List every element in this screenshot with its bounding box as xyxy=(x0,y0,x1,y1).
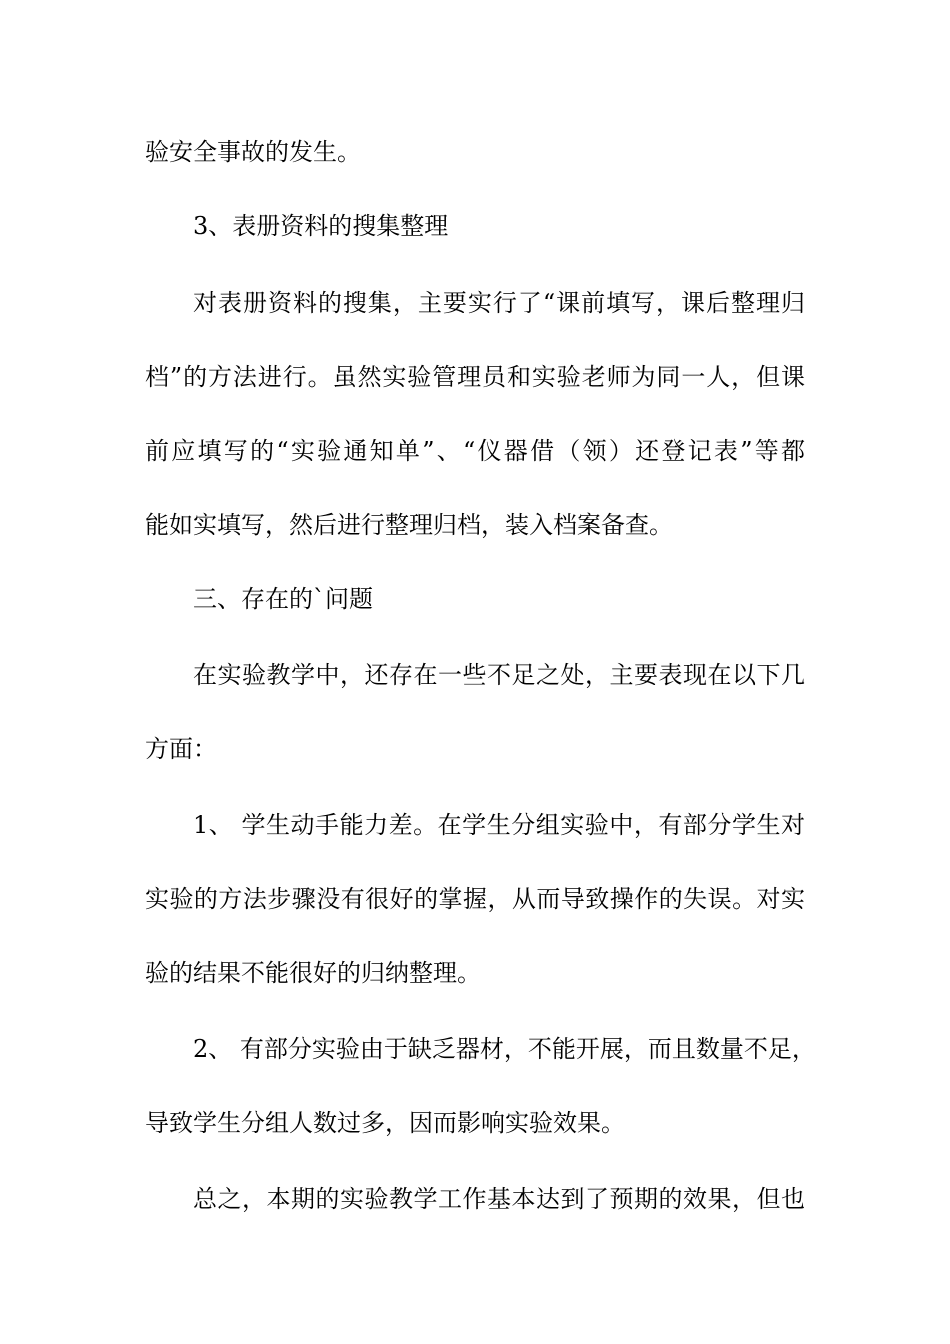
paragraph-line: 能如实填写，然后进行整理归档，装入档案备查。 xyxy=(145,511,673,539)
paragraph-line: 档”的方法进行。虽然实验管理员和实验老师为同一人，但课 xyxy=(145,363,805,391)
paragraph-line: 前应填写的“实验通知单”、“仪器借（领）还登记表”等都 xyxy=(145,437,805,465)
paragraph-line: 导致学生分组人数过多，因而影响实验效果。 xyxy=(145,1109,625,1137)
section-heading: 三、存在的`问题 xyxy=(193,585,373,613)
paragraph-line: 1、 学生动手能力差。在学生分组实验中，有部分学生对 xyxy=(193,811,805,839)
paragraph-line: 对表册资料的搜集，主要实行了“课前填写，课后整理归 xyxy=(193,289,805,317)
paragraph-line: 方面： xyxy=(145,735,217,763)
paragraph-line: 2、 有部分实验由于缺乏器材，不能开展，而且数量不足， xyxy=(193,1035,816,1063)
paragraph-line: 总之，本期的实验教学工作基本达到了预期的效果，但也 xyxy=(193,1185,805,1213)
paragraph-line: 验安全事故的发生。 xyxy=(145,138,361,166)
paragraph-line: 验的结果不能很好的归纳整理。 xyxy=(145,959,481,987)
paragraph-line: 实验的方法步骤没有很好的掌握，从而导致操作的失误。对实 xyxy=(145,885,805,913)
section-heading: 3、表册资料的搜集整理 xyxy=(193,212,449,240)
paragraph-line: 在实验教学中，还存在一些不足之处，主要表现在以下几 xyxy=(193,661,805,689)
